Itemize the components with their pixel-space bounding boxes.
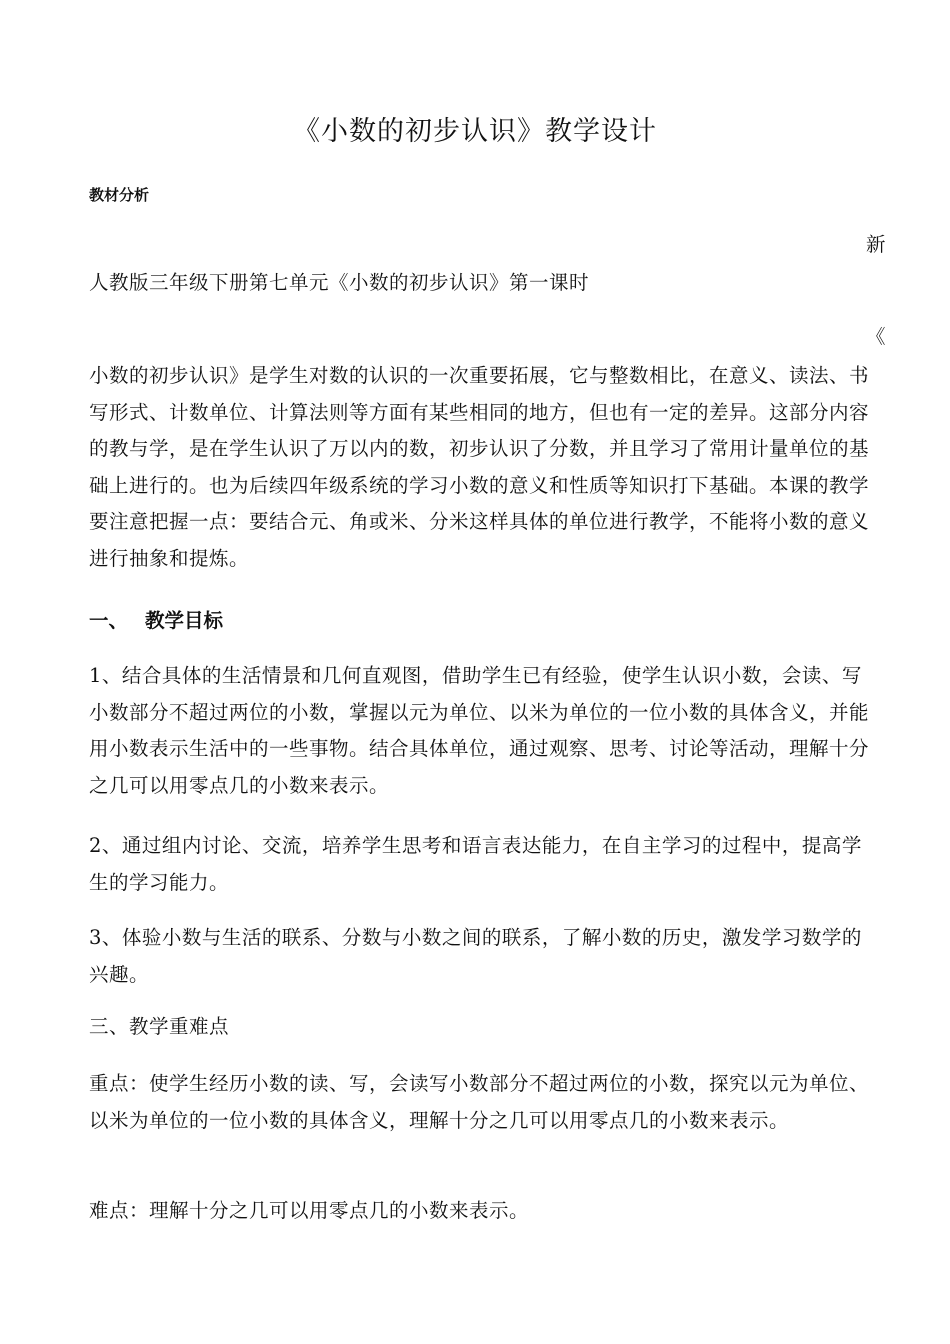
analysis-paragraph: 小数的初步认识》是学生对数的认识的一次重要拓展，它与整数相比，在意义、读法、书写形式、计数单位、计算法则等方面有某些相同的地方，但也有一定的差异。这部分内容的教与学，是在学生认识了万以内的数，初步认识了分数，并且学习了常用计量单位的基础上进行的。也为后续四年级系统的学习小数的意义和性质等知识打下基础。本课的教学要注意把握一点：要结合元、角或米、分米这样具体的单位进行教学，不能将小数的意义进行抽象和提炼。 xyxy=(89,364,870,570)
goal-2-paragraph: 2、通过组内讨论、交流，培养学生思考和语言表达能力，在自主学习的过程中，提高学生的学习能力。 xyxy=(89,834,862,894)
split-char-2: 《 xyxy=(865,325,886,348)
textbook-line: 人教版三年级下册第七单元《小数的初步认识》第一课时 xyxy=(89,271,590,294)
goal-3-paragraph: 3、体验小数与生活的联系、分数与小数之间的联系，了解小数的历史，激发学习数学的兴趣。 xyxy=(89,926,862,986)
goals-heading-text: 教学目标 xyxy=(145,609,224,632)
key-point-paragraph: 重点：使学生经历小数的读、写，会读写小数部分不超过两位的小数，探究以元为单位、以米为单位的一位小数的具体含义，理解十分之几可以用零点几的小数来表示。 xyxy=(89,1072,870,1132)
difficult-point-paragraph: 难点：理解十分之几可以用零点几的小数来表示。 xyxy=(89,1199,530,1222)
difficulty-heading: 三、教学重难点 xyxy=(89,1015,230,1038)
document-title: 《小数的初步认识》教学设计 xyxy=(293,116,657,147)
goals-heading xyxy=(89,606,223,636)
split-char-1: 新 xyxy=(865,233,886,256)
section-label-material-analysis: 教材分析 xyxy=(89,186,150,204)
goals-heading-number: 一、 xyxy=(89,609,129,632)
goal-1-paragraph: 1、结合具体的生活情景和几何直观图，借助学生已有经验，使学生认识小数，会读、写小数部分不超过两位的小数，掌握以元为单位、以米为单位的一位小数的具体含义，并能用小数表示生活中的一些事物。结合具体单位，通过观察、思考、讨论等活动，理解十分之几可以用零点几的小数来表示。 xyxy=(89,664,870,797)
